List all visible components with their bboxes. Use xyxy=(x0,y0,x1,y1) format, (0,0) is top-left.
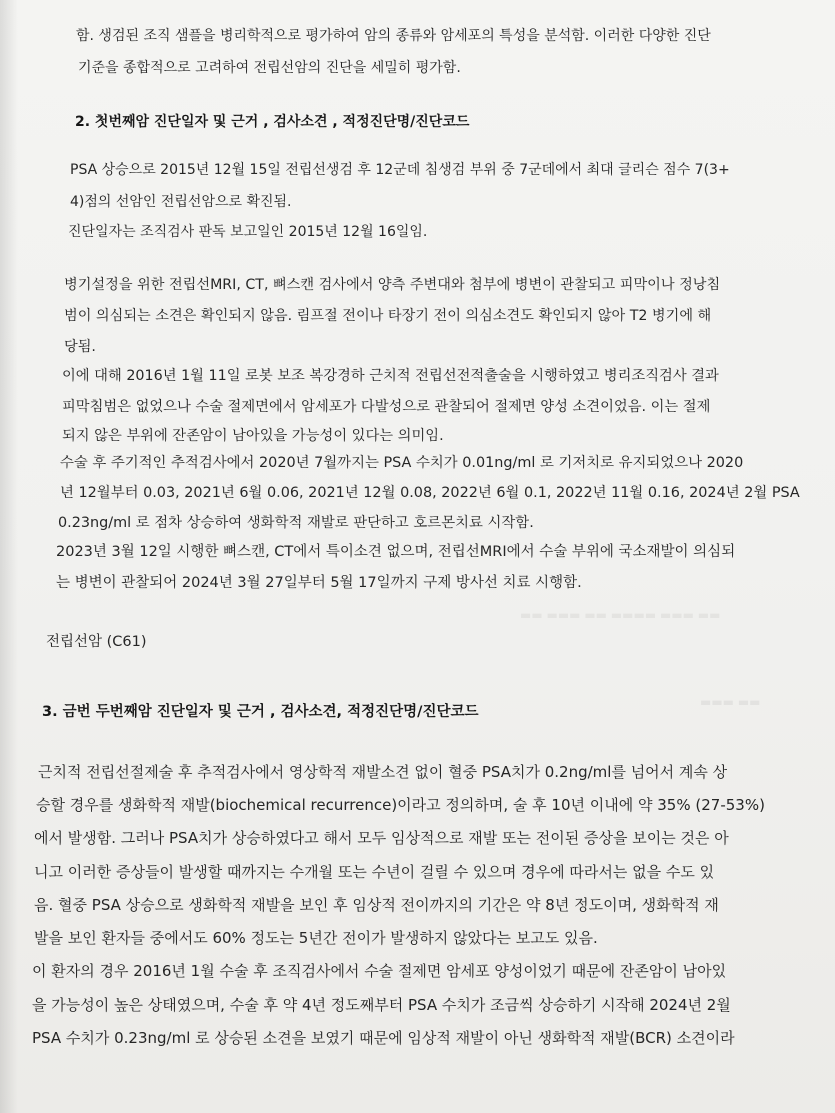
section2-para1-line: 4)점의 선암인 전립선암으로 확진됨. xyxy=(70,194,292,210)
section2-para2-line: 0.23ng/ml 로 점차 상승하여 생화학적 재발로 판단하고 호르몬치료 시작함. xyxy=(58,515,534,531)
page-shadow xyxy=(0,0,18,1113)
section2-para2-line: 범이 의심되는 소견은 확인되지 않음. 림프절 전이나 타장기 전이 의심소견도 확인되지 않아 T2 병기에 해 xyxy=(64,308,712,324)
section3-line: 발을 보인 환자들 중에서도 60% 정도는 5년간 전이가 발생하지 않았다는 보고도 있음. xyxy=(34,929,598,947)
section2-para2-line: 2023년 3월 12일 시행한 뼈스캔, CT에서 특이소견 없으며, 전립선MRI에서 수술 부위에 국소재발이 의심되 xyxy=(56,544,736,560)
section2-para1-line: PSA 상승으로 2015년 12월 15일 전립선생검 후 12군데 침생검 부위 중 7군데에서 최대 글리슨 점수 7(3+ xyxy=(70,162,730,178)
section2-para1-line: 진단일자는 조직검사 판독 보고일인 2015년 12월 16일임. xyxy=(68,224,428,240)
intro-line: 함. 생검된 조직 샘플을 병리학적으로 평가하여 암의 종류와 암세포의 특성을 분석함. 이러한 다양한 진단 xyxy=(76,28,711,44)
section3-heading: 3. 금번 두번째암 진단일자 및 근거 , 검사소견, 적정진단명/진단코드 xyxy=(42,704,479,720)
section3-line: PSA 수치가 0.23ng/ml 로 상승된 소견을 보였기 때문에 임상적 재발이 아닌 생화학적 재발(BCR) 소견이라 xyxy=(32,1029,735,1047)
section2-para2-line: 는 병변이 관찰되어 2024년 3월 27일부터 5월 17일까지 구제 방사선 치료 시행함. xyxy=(56,575,582,591)
section2-para2-line: 수술 후 주기적인 추적검사에서 2020년 7월까지는 PSA 수치가 0.01ng/ml 로 기저치로 유지되었으나 2020 xyxy=(60,455,744,471)
section3-line: 이 환자의 경우 2016년 1월 수술 후 조직검사에서 수술 절제면 암세포 양성이었기 때문에 잔존암이 남아있 xyxy=(32,962,727,980)
section2-diagnosis: 전립선암 (C61) xyxy=(46,634,147,650)
section2-para2-line: 당됨. xyxy=(64,339,96,355)
section2-heading: 2. 첫번째암 진단일자 및 근거 , 검사소견 , 적정진단명/진단코드 xyxy=(75,114,470,130)
section3-line: 근치적 전립선절제술 후 추적검사에서 영상학적 재발소견 없이 혈중 PSA치가 0.2ng/ml를 넘어서 계속 상 xyxy=(38,763,728,781)
section3-line: 에서 발생함. 그러나 PSA치가 상승하였다고 해서 모두 임상적으로 재발 또는 전이된 증상을 보이는 것은 아 xyxy=(34,829,729,847)
section3-line: 을 가능성이 높은 상태였으며, 수술 후 약 4년 정도째부터 PSA 수치가 조금씩 상승하기 시작해 2024년 2월 xyxy=(32,996,731,1014)
intro-line: 기준을 종합적으로 고려하여 전립선암의 진단을 세밀히 평가함. xyxy=(78,60,461,76)
section2-para2-line: 되지 않은 부위에 잔존암이 남아있을 가능성이 있다는 의미임. xyxy=(62,428,444,444)
section3-line: 니고 이러한 증상들이 발생할 때까지는 수개월 또는 수년이 걸릴 수 있으며 경우에 따라서는 없을 수도 있 xyxy=(34,863,715,881)
section2-para2-line: 피막침범은 없었으나 수술 절제면에서 암세포가 다발성으로 관찰되어 절제면 양성 소견이었음. 이는 절제 xyxy=(62,399,711,415)
show-through-text: ▬▬▬ ▬▬ xyxy=(700,695,761,709)
show-through-text: ▬▬ ▬▬▬ ▬▬ ▬▬▬▬ ▬▬▬ ▬▬ xyxy=(520,608,721,622)
section2-para2-line: 년 12월부터 0.03, 2021년 6월 0.06, 2021년 12월 0.08, 2022년 6월 0.1, 2022년 11월 0.16, 2024년 2월 PSA xyxy=(60,485,800,501)
section3-line: 승할 경우를 생화학적 재발(biochemical recurrence)이라고 정의하며, 술 후 10년 이내에 약 35% (27-53%) xyxy=(36,796,765,814)
section3-line: 음. 혈중 PSA 상승으로 생화학적 재발을 보인 후 임상적 전이까지의 기간은 약 8년 정도이며, 생화학적 재 xyxy=(34,896,719,914)
section2-para2-line: 병기설정을 위한 전립선MRI, CT, 뼈스캔 검사에서 양측 주변대와 첨부에 병변이 관찰되고 피막이나 정낭침 xyxy=(64,277,721,293)
section2-para2-line: 이에 대해 2016년 1월 11일 로봇 보조 복강경하 근치적 전립선전적출술을 시행하였고 병리조직검사 결과 xyxy=(62,368,719,384)
